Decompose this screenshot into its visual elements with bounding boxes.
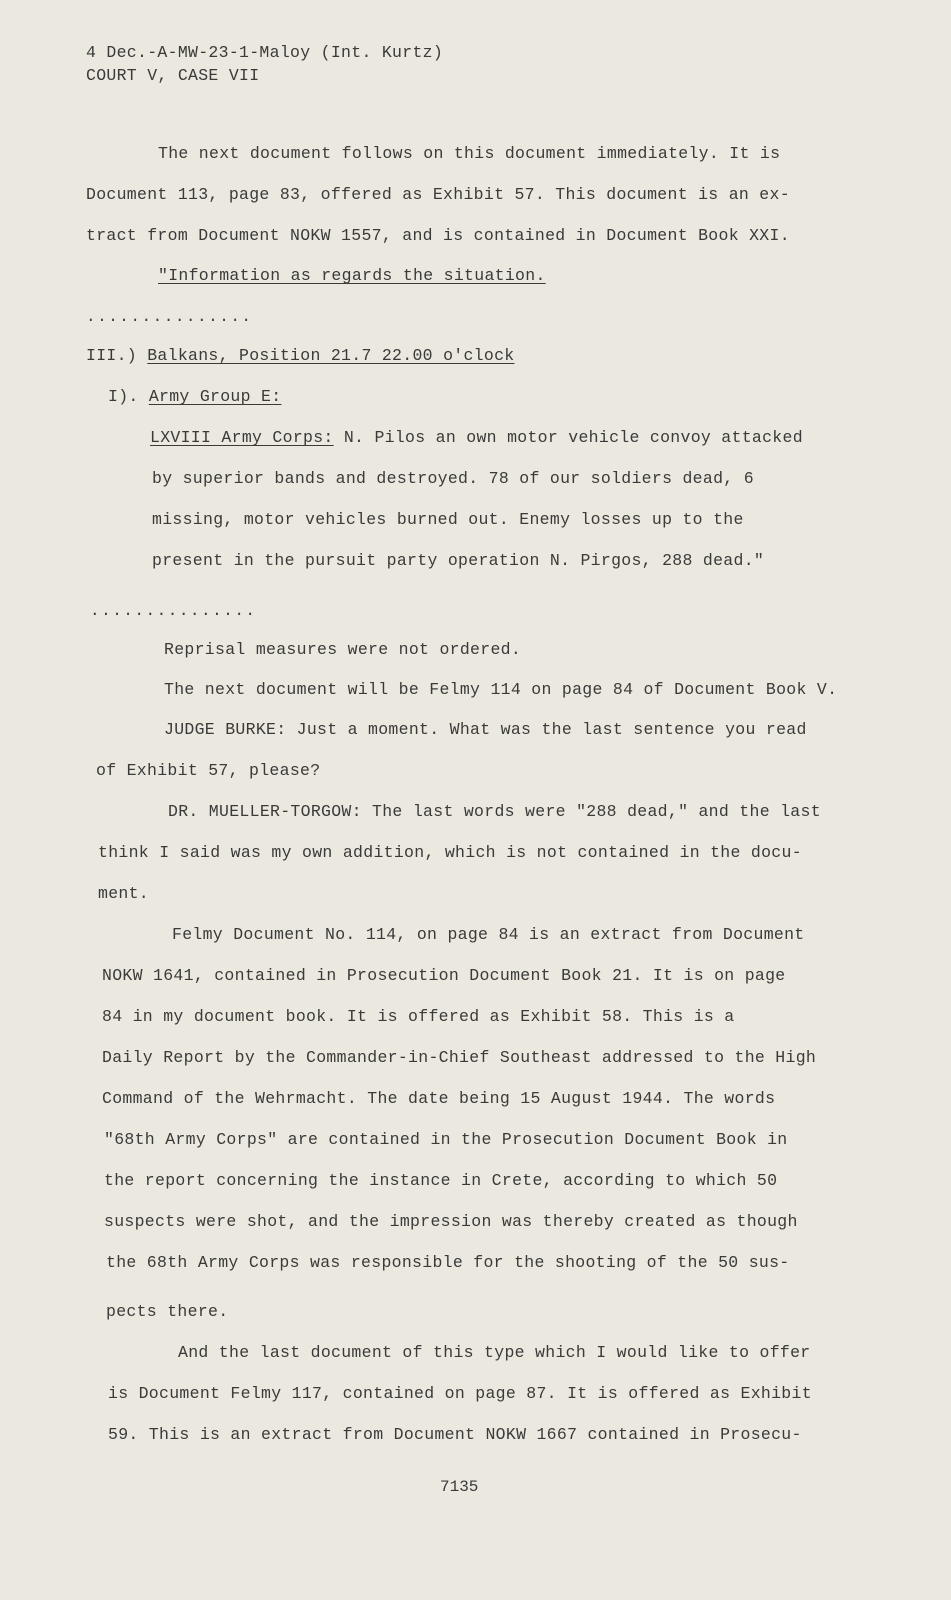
paragraph-1-line-3: tract from Document NOKW 1557, and is contained in Document Book XXI. [86,226,790,245]
doctor-line-1: DR. MUELLER-TORGOW: The last words were "288 dead," and the last [168,802,821,821]
section-title: Balkans, Position 21.7 22.00 o'clock [147,346,515,365]
paragraph-2-line-8: suspects were shot, and the impression was thereby created as though [104,1212,798,1231]
paragraph-3-line-1: And the last document of this type which I would like to offer [178,1343,811,1362]
paragraph-2-line-9: the 68th Army Corps was responsible for the shooting of the 50 sus- [106,1253,790,1272]
ellipsis-divider-1: ............... [86,308,253,326]
corps-line-4: present in the pursuit party operation N. Pirgos, 288 dead." [152,551,765,570]
corps-label: LXVIII Army Corps: [150,428,334,447]
doctor-line-3: ment. [98,884,150,903]
paragraph-2-line-7: the report concerning the instance in Crete, according to which 50 [104,1171,778,1190]
header-line-2: COURT V, CASE VII [86,66,260,85]
quote-title: "Information as regards the situation. [158,266,546,285]
next-document-line: The next document will be Felmy 114 on page 84 of Document Book V. [164,680,838,699]
group-heading [108,387,281,406]
paragraph-2-line-5: Command of the Wehrmacht. The date being 15 August 1944. The words [102,1089,776,1108]
doctor-line-2: think I said was my own addition, which is not contained in the docu- [98,843,802,862]
ellipsis-divider-2: ............... [90,602,257,620]
corps-line-3: missing, motor vehicles burned out. Enemy losses up to the [152,510,744,529]
paragraph-2-line-2: NOKW 1641, contained in Prosecution Document Book 21. It is on page [102,966,786,985]
judge-line-2: of Exhibit 57, please? [96,761,321,780]
corps-line-1 [150,428,803,447]
corps-line-2: by superior bands and destroyed. 78 of our soldiers dead, 6 [152,469,754,488]
paragraph-2-line-1: Felmy Document No. 114, on page 84 is an extract from Document [172,925,805,944]
header-line-1: 4 Dec.-A-MW-23-1-Maloy (Int. Kurtz) [86,43,444,62]
paragraph-3-line-2: is Document Felmy 117, contained on page 87. It is offered as Exhibit [108,1384,812,1403]
group-label: I). [108,387,139,406]
paragraph-2-line-3: 84 in my document book. It is offered as Exhibit 58. This is a [102,1007,735,1026]
page-number: 7135 [440,1478,479,1496]
paragraph-2-line-6: "68th Army Corps" are contained in the Prosecution Document Book in [104,1130,788,1149]
paragraph-3-line-3: 59. This is an extract from Document NOKW 1667 contained in Prosecu- [108,1425,802,1444]
paragraph-1-line-1: The next document follows on this document immediately. It is [158,144,781,163]
paragraph-2-line-4: Daily Report by the Commander-in-Chief Southeast addressed to the High [102,1048,817,1067]
paragraph-1-line-2: Document 113, page 83, offered as Exhibit 57. This document is an ex- [86,185,790,204]
paragraph-2-line-10: pects there. [106,1302,229,1321]
group-title: Army Group E: [148,387,282,406]
judge-line-1: JUDGE BURKE: Just a moment. What was the last sentence you read [164,720,807,739]
section-heading [86,346,514,365]
reprisal-line: Reprisal measures were not ordered. [164,640,522,659]
section-label: III.) [86,346,138,365]
corps-text: N. Pilos an own motor vehicle convoy attacked [333,428,803,447]
